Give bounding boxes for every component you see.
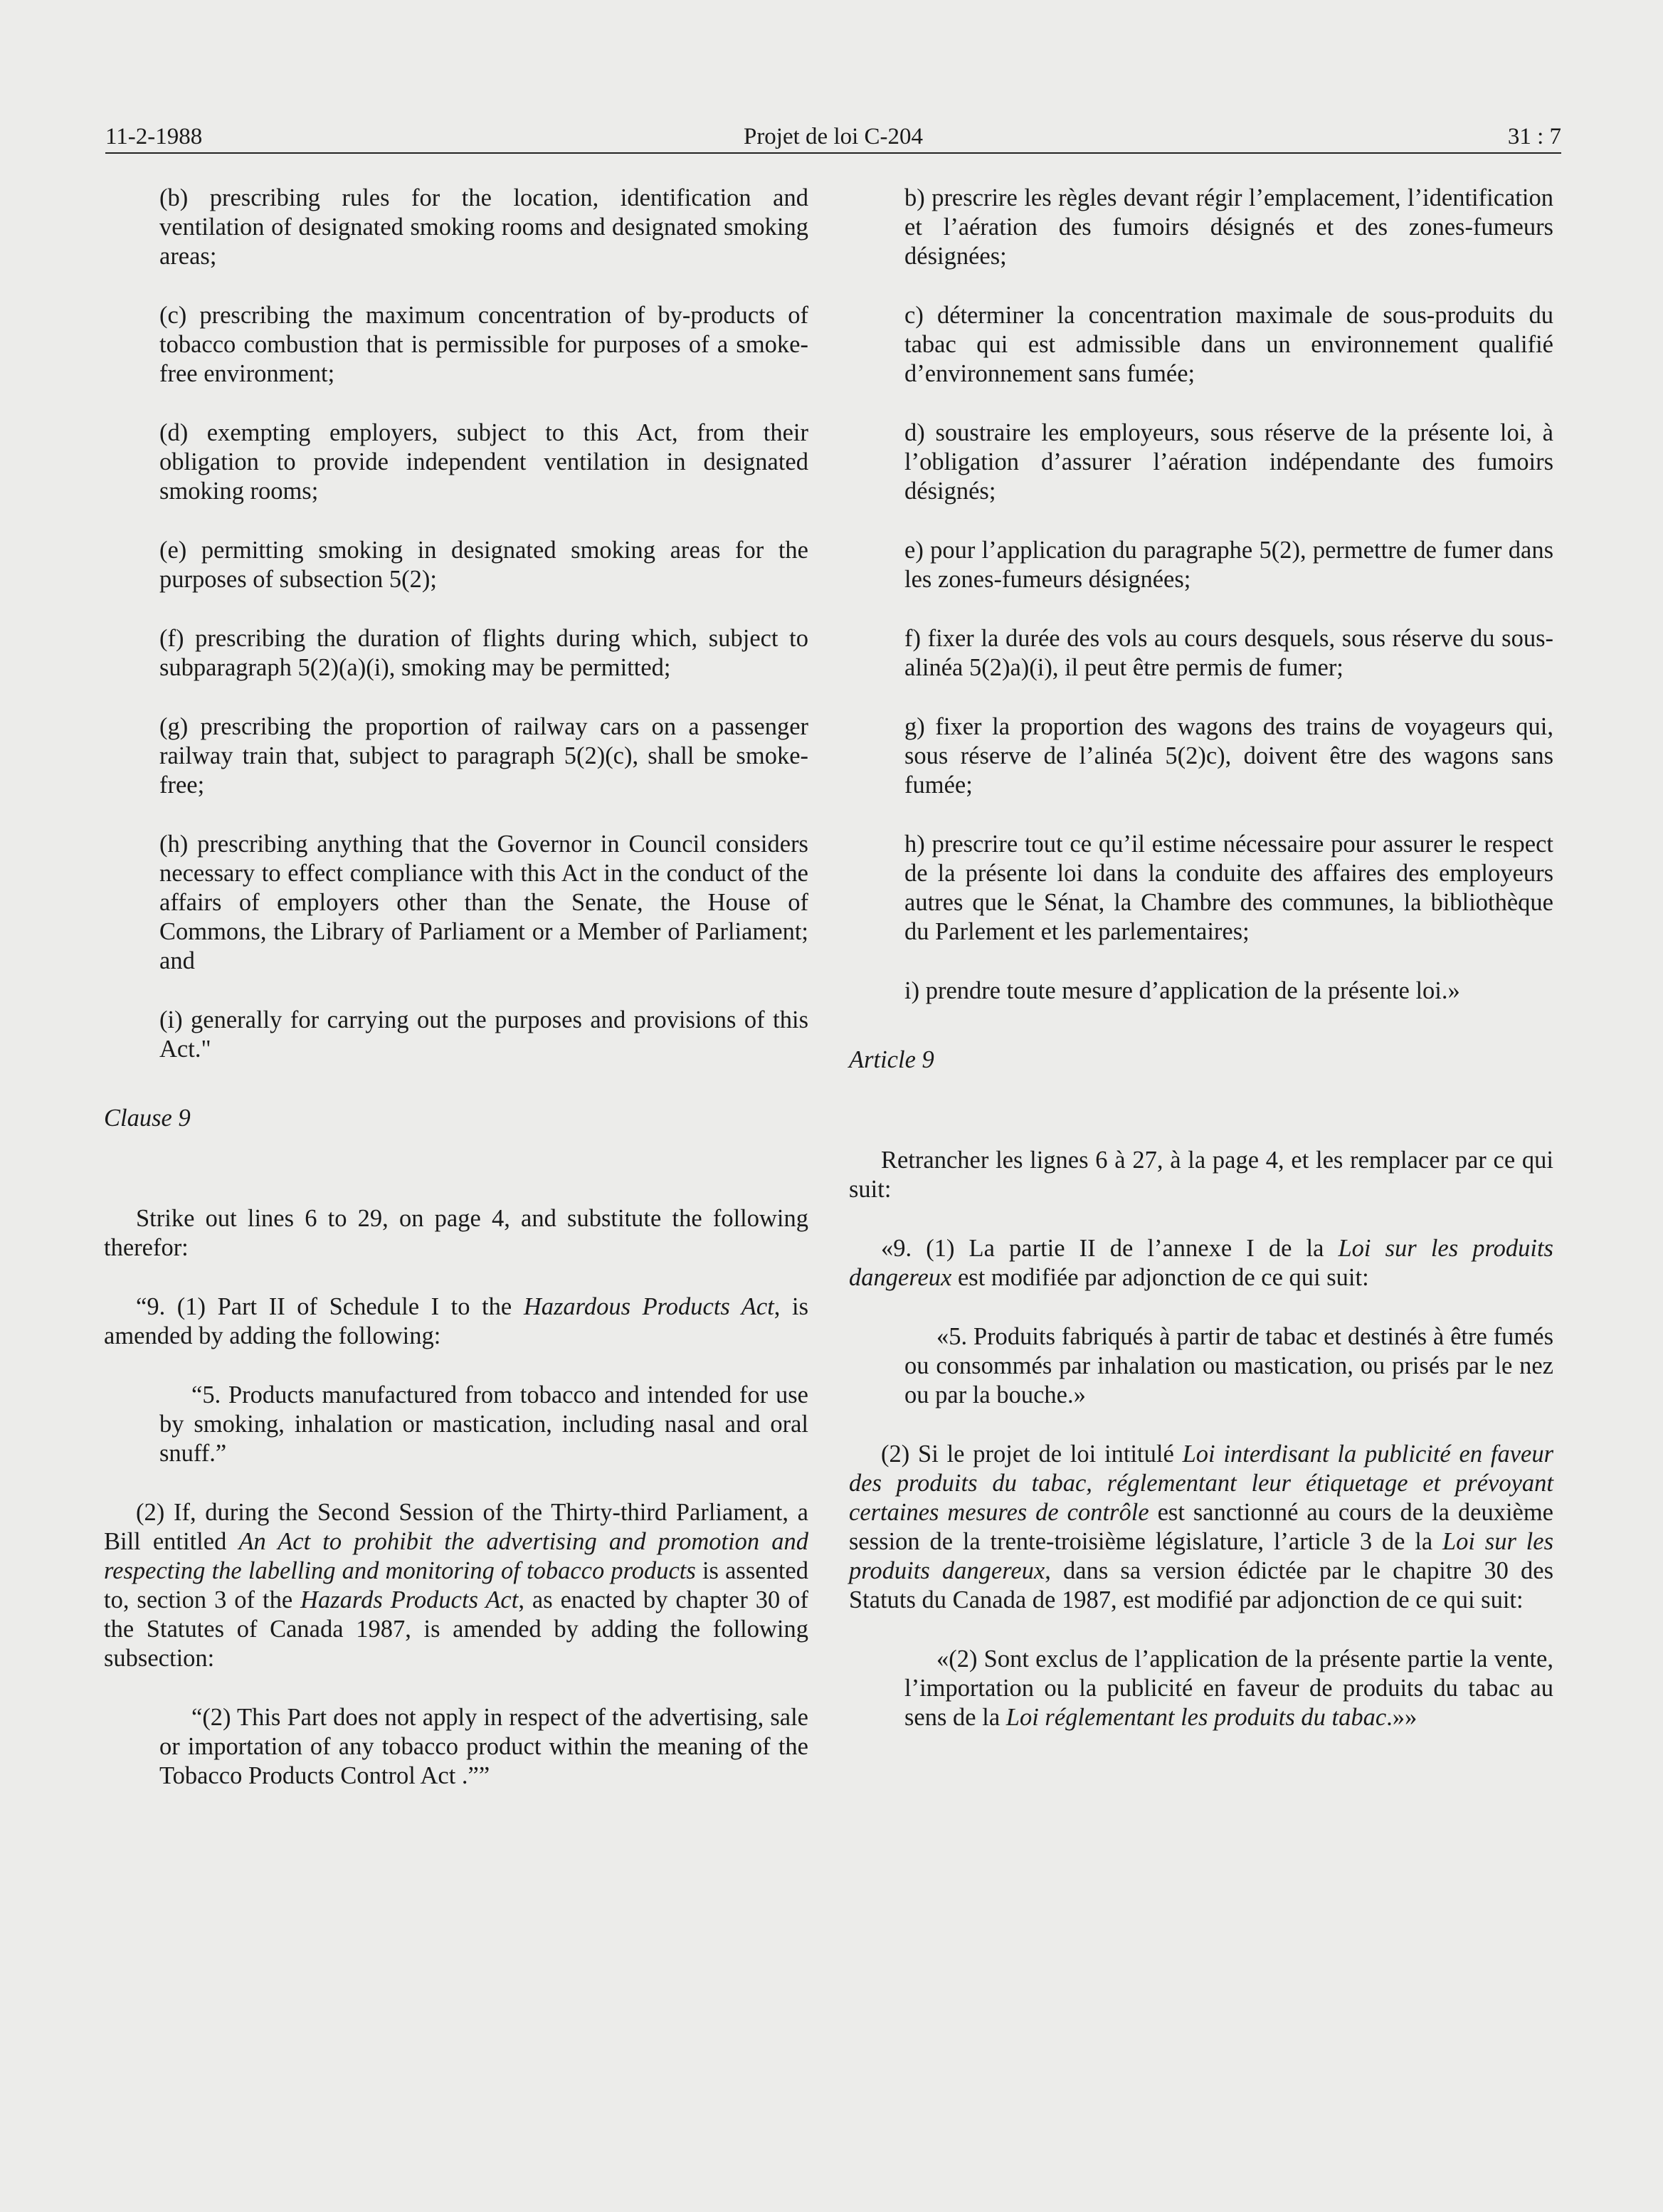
paragraph-i-fr: i) prendre toute mesure d’application de la présente loi.» xyxy=(904,977,1460,1004)
section-9-fr: «9. (1) La partie II de l’annexe I de la Loi sur les produits dangereux est modifiée par adjonction de ce qui suit: xyxy=(849,1235,1553,1291)
paragraph-h-en: (h) prescribing anything that the Governor in Council considers necessary to effect compliance with this Act in the conduct of the affairs of employers other than the Senate, the House of Commons, the Library of Parliament or a Member of Parliament; and xyxy=(159,831,808,974)
paragraph-f-en: (f) prescribing the duration of flights during which, subject to subparagraph 5(2)(a)(i), smoking may be permitted; xyxy=(159,625,808,681)
new-subsection-en: “(2) This Part does not apply in respect of the advertising, sale or importation of any tobacco product within the meaning of the Tobacco Products Control Act .”” xyxy=(159,1704,808,1789)
paragraph-g-fr: g) fixer la proportion des wagons des trains de voyageurs qui, sous réserve de l’alinéa 5(2)c), doivent être des wagons sans fumée; xyxy=(904,713,1553,799)
strike-instruction-en: Strike out lines 6 to 29, on page 4, and substitute the following therefor: xyxy=(104,1205,808,1261)
header-page-number: 31 : 7 xyxy=(1507,124,1561,149)
schedule-item-5-en: “5. Products manufactured from tobacco and intended for use by smoking, inhalation or mastication, including nasal and oral snuff.” xyxy=(159,1381,808,1467)
section-9-en: “9. (1) Part II of Schedule I to the Hazardous Products Act, is amended by adding the following: xyxy=(104,1293,809,1349)
english-column xyxy=(104,184,808,1791)
header-date: 11-2-1988 xyxy=(105,124,203,149)
paragraph-d-en: (d) exempting employers, subject to this Act, from their obligation to provide independent ventilation in designated smoking rooms; xyxy=(159,419,808,505)
new-subsection-fr: «(2) Sont exclus de l’application de la présente partie la vente, l’importation ou la publicité en faveur de produits du tabac au sens de la Loi réglementant les produits du tabac.»» xyxy=(904,1645,1553,1731)
schedule-item-5-fr: «5. Produits fabriqués à partir de tabac et destinés à être fumés ou consommés par inhalation ou mastication, ou prisés par le nez ou par la bouche.» xyxy=(904,1323,1553,1408)
paragraph-d-fr: d) soustraire les employeurs, sous réserve de la présente loi, à l’obligation d’assurer l’aération indépendante des fumoirs désignés; xyxy=(904,419,1553,505)
paragraph-f-fr: f) fixer la durée des vols au cours desquels, sous réserve du sous-alinéa 5(2)a)(i), il peut être permis de fumer; xyxy=(904,625,1553,681)
paragraph-c-fr: c) déterminer la concentration maximale de sous-produits du tabac qui est admissible dans un environnement qualifié d’environnement sans fumée; xyxy=(904,302,1553,387)
header-title: Projet de loi C-204 xyxy=(743,124,924,149)
paragraph-i-en: (i) generally for carrying out the purposes and provisions of this Act." xyxy=(159,1006,808,1063)
paragraph-e-fr: e) pour l’application du paragraphe 5(2), permettre de fumer dans les zones-fumeurs désignées; xyxy=(904,537,1553,593)
french-column xyxy=(849,184,1553,1732)
subsection-2-fr: (2) Si le projet de loi intitulé Loi interdisant la publicité en faveur des produits du tabac, réglementant leur étiquetage et prévoyant certaines mesures de contrôle est sanctionné au cours de la deuxième session de la trente-troisième législature, l’article 3 de la Loi sur les produits dangereux, dans sa version édictée par le chapitre 30 des Statuts du Canada de 1987, est modifié par adjonction de ce qui suit: xyxy=(849,1441,1554,1613)
paragraph-b-en: (b) prescribing rules for the location, identification and ventilation of designated smoking rooms and designated smoking areas; xyxy=(159,184,808,270)
header-rule xyxy=(105,152,1561,154)
page-header xyxy=(105,121,1561,152)
paragraph-b-fr: b) prescrire les règles devant régir l’emplacement, l’identification et l’aération des fumoirs désignés et des zones-fumeurs désignées; xyxy=(904,184,1553,270)
strike-instruction-fr: Retrancher les lignes 6 à 27, à la page 4, et les remplacer par ce qui suit: xyxy=(849,1147,1553,1203)
paragraph-g-en: (g) prescribing the proportion of railway cars on a passenger railway train that, subject to paragraph 5(2)(c), shall be smoke-free; xyxy=(159,713,808,799)
paragraph-h-fr: h) prescrire tout ce qu’il estime nécessaire pour assurer le respect de la présente loi dans la conduite des affaires des employeurs autres que le Sénat, la Chambre des communes, la bibliothèque du Parlement et les parlementaires; xyxy=(904,831,1553,945)
paragraph-e-en: (e) permitting smoking in designated smoking areas for the purposes of subsection 5(2); xyxy=(159,537,808,593)
subsection-2-en: (2) If, during the Second Session of the Thirty-third Parliament, a Bill entitled An Act to prohibit the advertising and promotion and respecting the labelling and monitoring of tobacco products is assented to, section 3 of the Hazards Products Act, as enacted by chapter 30 of the Statutes of Canada 1987, is amended by adding the following subsection: xyxy=(104,1499,808,1672)
clause-heading-en: Clause 9 xyxy=(104,1105,191,1132)
clause-heading-fr: Article 9 xyxy=(849,1046,934,1073)
paragraph-c-en: (c) prescribing the maximum concentration of by-products of tobacco combustion that is permissible for purposes of a smoke-free environment; xyxy=(159,302,808,387)
